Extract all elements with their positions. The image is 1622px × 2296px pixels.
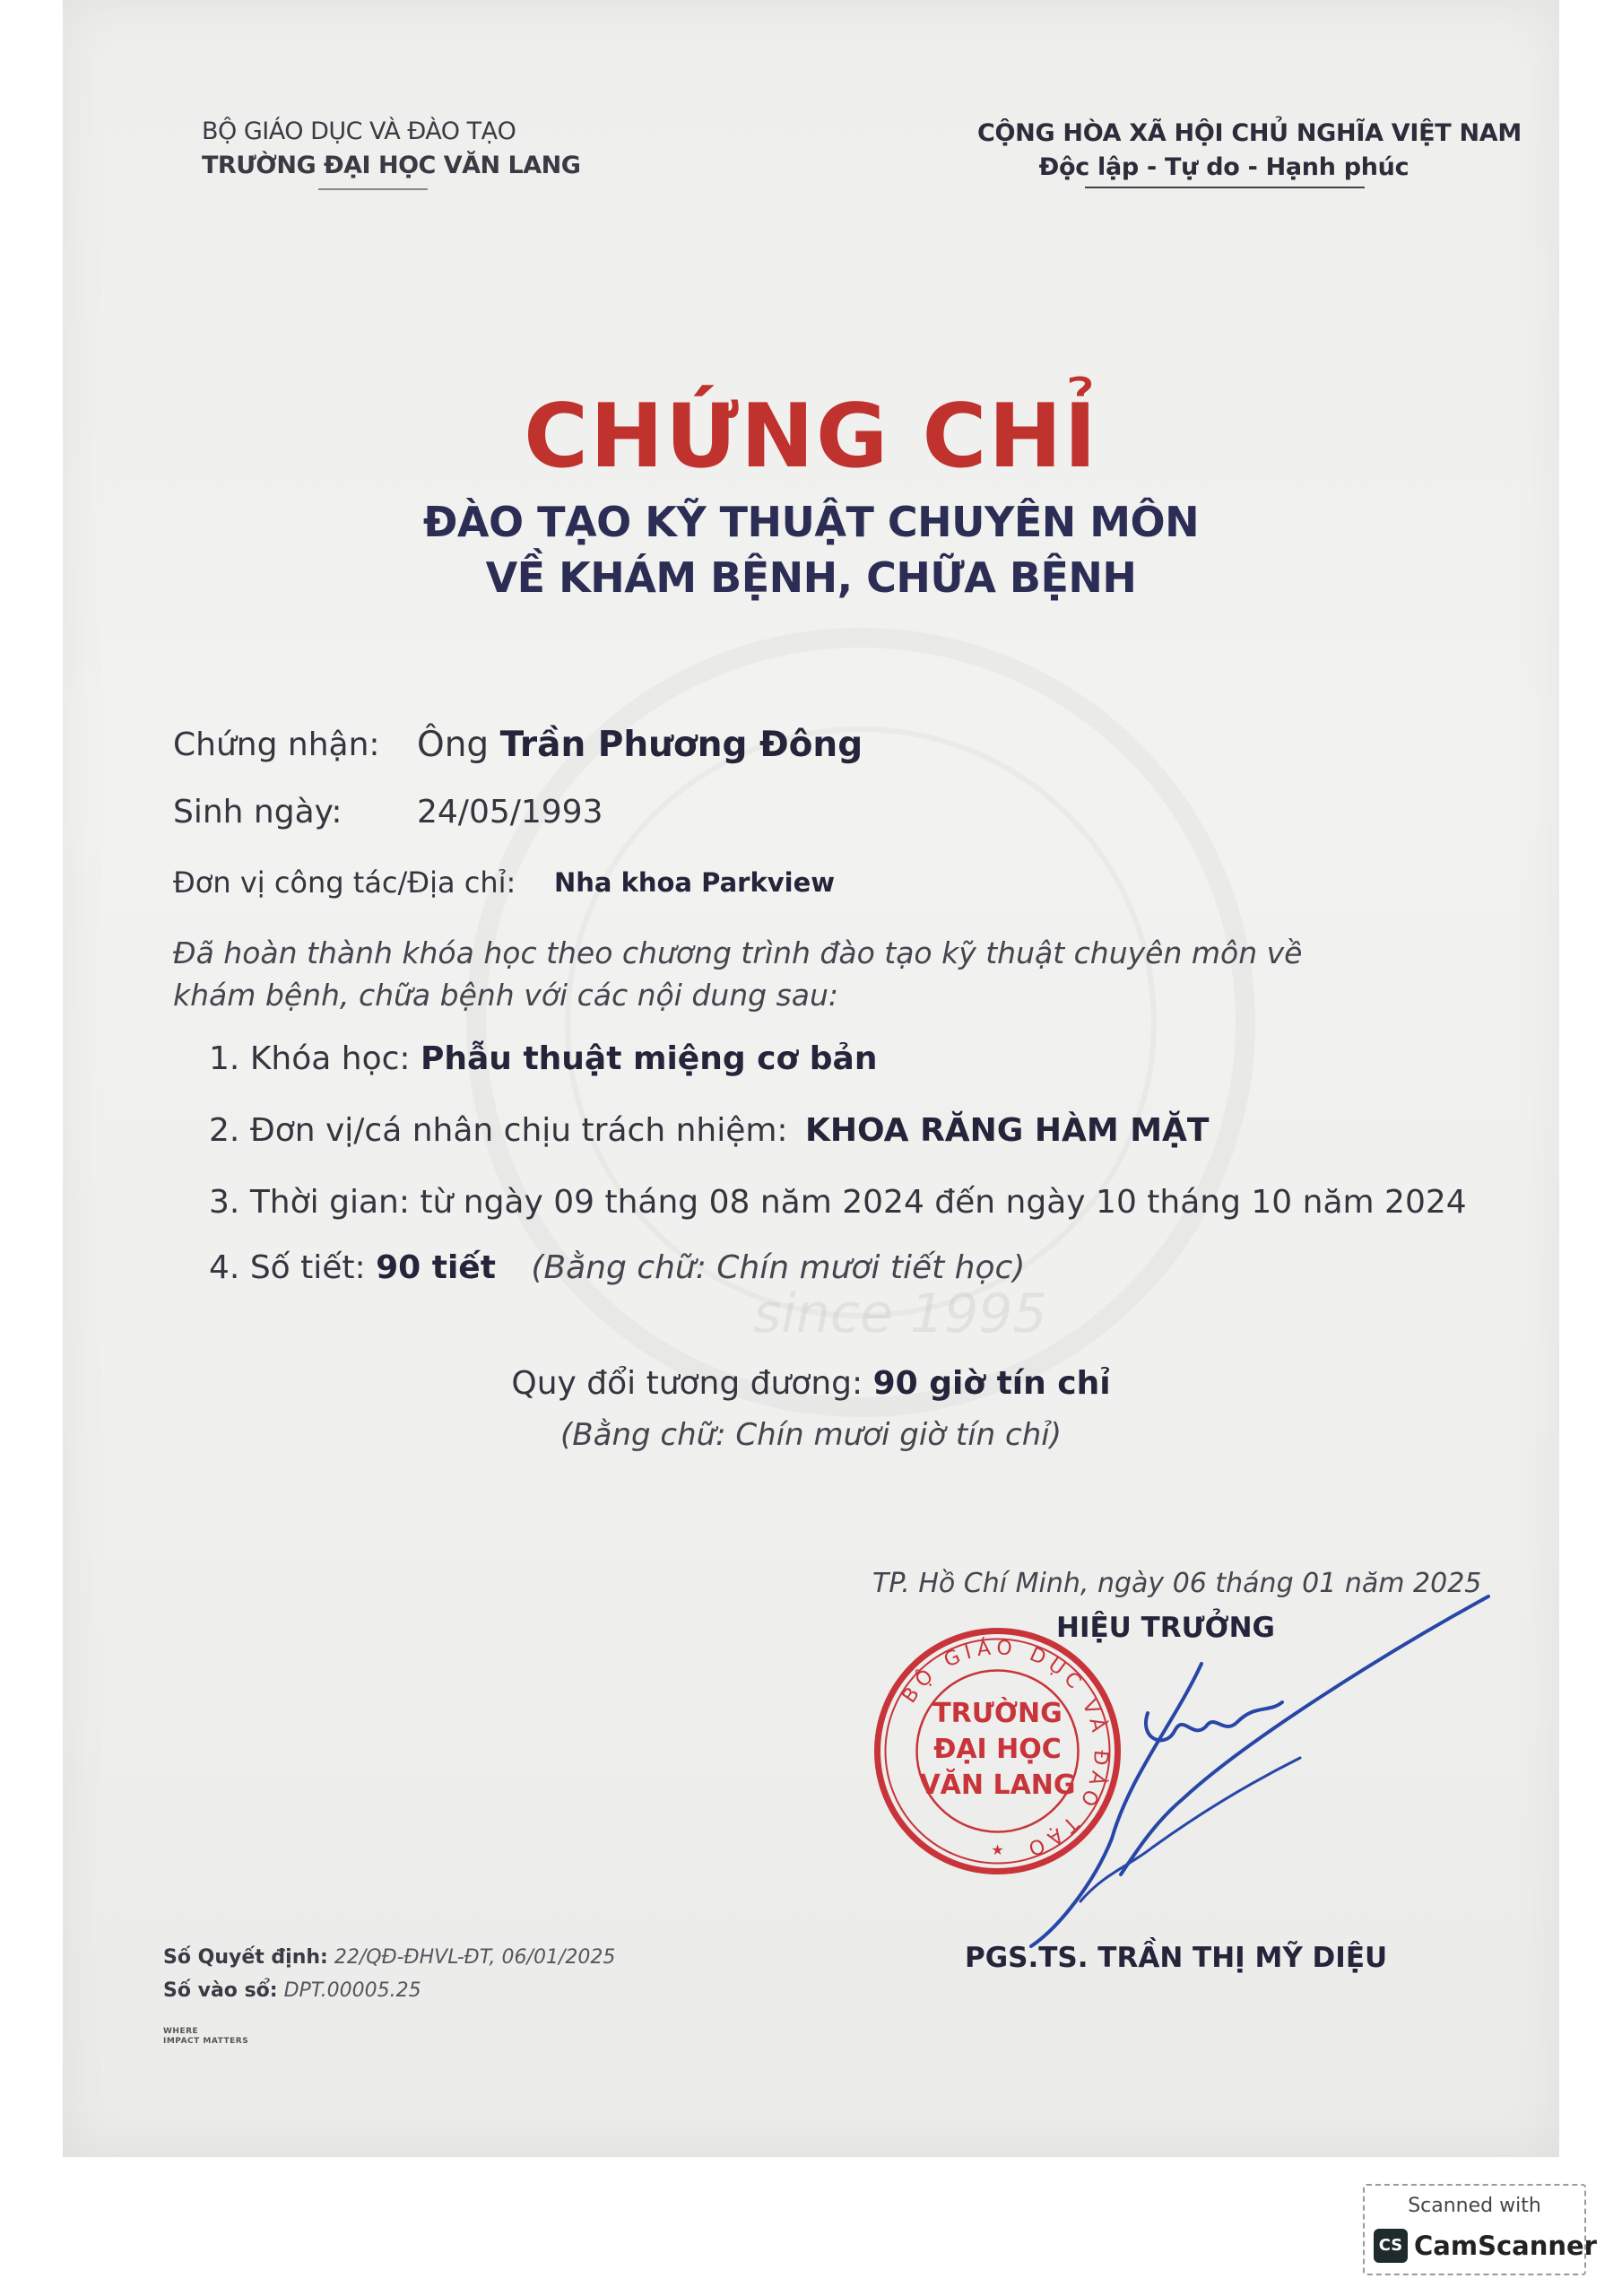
stamp-line1: TRƯỜNG <box>932 1698 1063 1729</box>
register-label: Số vào sổ: <box>163 1979 278 2002</box>
ministry-name: BỘ GIÁO DỤC VÀ ĐÀO TẠO <box>202 117 516 145</box>
item-2 <box>209 1112 1209 1149</box>
item-4-number: 4. <box>209 1249 240 1286</box>
equivalent-value: 90 giờ tín chỉ <box>872 1365 1111 1402</box>
lesson-count-words: (Bằng chữ: Chín mươi tiết học) <box>531 1249 1026 1286</box>
completion-line2: khám bệnh, chữa bệnh với các nội dung sau: <box>173 978 839 1013</box>
signer-name: PGS.TS. TRẦN THỊ MỸ DIỆU <box>965 1942 1388 1974</box>
certify-prefix: Ông <box>417 725 490 765</box>
equivalent-label: Quy đổi tương đương: <box>511 1365 863 1402</box>
signer-title: HIỆU TRƯỞNG <box>1056 1612 1276 1644</box>
camscanner-logo-icon: CS <box>1374 2229 1408 2263</box>
workplace-value: Nha khoa Parkview <box>554 867 836 898</box>
equivalent-credits <box>63 1365 1559 1402</box>
responsible-unit: KHOA RĂNG HÀM MẶT <box>805 1112 1210 1149</box>
item-1-label: Khóa học: <box>249 1040 411 1077</box>
item-1 <box>209 1040 877 1077</box>
register-number <box>163 1979 421 2002</box>
national-header <box>977 117 1522 185</box>
lesson-count: 90 tiết <box>376 1249 496 1286</box>
item-1-number: 1. <box>209 1040 240 1077</box>
course-name: Phẫu thuật miệng cơ bản <box>420 1040 878 1077</box>
watermark-since: since 1995 <box>753 1283 1047 1345</box>
slogan-line1: WHERE <box>163 2027 199 2036</box>
stamp-line2: ĐẠI HỌC <box>933 1734 1062 1765</box>
item-2-number: 2. <box>209 1112 240 1149</box>
ministry-header <box>202 115 581 183</box>
certificate-subtitle-line1: ĐÀO TẠO KỸ THUẬT CHUYÊN MÔN <box>422 498 1200 546</box>
register-value: DPT.00005.25 <box>283 1979 421 2002</box>
place-date: TP. Hồ Chí Minh, ngày 06 tháng 01 năm 2025 <box>872 1568 1482 1599</box>
certify-recipient <box>417 725 863 765</box>
stamp-star-icon: ★ <box>991 1841 1004 1858</box>
certificate-title: CHỨNG CHỈ <box>524 386 1098 488</box>
national-motto: Độc lập - Tự do - Hạnh phúc <box>1038 153 1409 181</box>
country-name: CỘNG HÒA XÃ HỘI CHỦ NGHĨA VIỆT NAM <box>977 119 1522 147</box>
certify-label: Chứng nhận: <box>173 726 380 763</box>
camscanner-badge <box>1363 2184 1597 2275</box>
stamp-ring-text: BỘ GIÁO DỤC VÀ ĐÀO TẠO <box>898 1636 1113 1862</box>
course-period: Thời gian: từ ngày 09 tháng 08 năm 2024 đến ngày 10 tháng 10 năm 2024 <box>249 1184 1467 1221</box>
workplace-label: Đơn vị công tác/Địa chỉ: <box>173 865 516 900</box>
signature <box>959 1578 1497 1955</box>
header-underline <box>318 188 428 190</box>
certificate-subtitle-line2: VỀ KHÁM BỆNH, CHỮA BỆNH <box>485 553 1137 602</box>
camscanner-name: CamScanner <box>1414 2231 1597 2261</box>
decision-value: 22/QĐ-ĐHVL-ĐT, 06/01/2025 <box>334 1946 616 1969</box>
equivalent-words: (Bằng chữ: Chín mươi giờ tín chỉ) <box>560 1417 1062 1453</box>
watermark-seal-inner <box>565 726 1157 1318</box>
recipient-name: Trần Phương Đông <box>499 725 863 765</box>
decision-number <box>163 1946 615 1969</box>
decision-label: Số Quyết định: <box>163 1946 328 1969</box>
item-4-label: Số tiết: <box>249 1249 366 1286</box>
slogan-line2: IMPACT MATTERS <box>163 2037 249 2046</box>
item-4 <box>209 1249 1025 1286</box>
university-name: TRƯỜNG ĐẠI HỌC VĂN LANG <box>202 152 581 179</box>
certificate-paper <box>63 0 1559 2157</box>
item-2-label: Đơn vị/cá nhân chịu trách nhiệm: <box>249 1112 788 1149</box>
motto-underline <box>1085 187 1365 188</box>
item-3-number: 3. <box>209 1184 240 1221</box>
item-3 <box>209 1184 1467 1221</box>
university-slogan <box>163 2027 248 2047</box>
scanned-with-text: Scanned with <box>1408 2195 1541 2217</box>
stamp-line3: VĂN LANG <box>919 1770 1076 1801</box>
dob-label: Sinh ngày: <box>173 794 343 831</box>
completion-line1: Đã hoàn thành khóa học theo chương trình đào tạo kỹ thuật chuyên môn về <box>173 935 1303 970</box>
dob-value: 24/05/1993 <box>417 794 603 831</box>
